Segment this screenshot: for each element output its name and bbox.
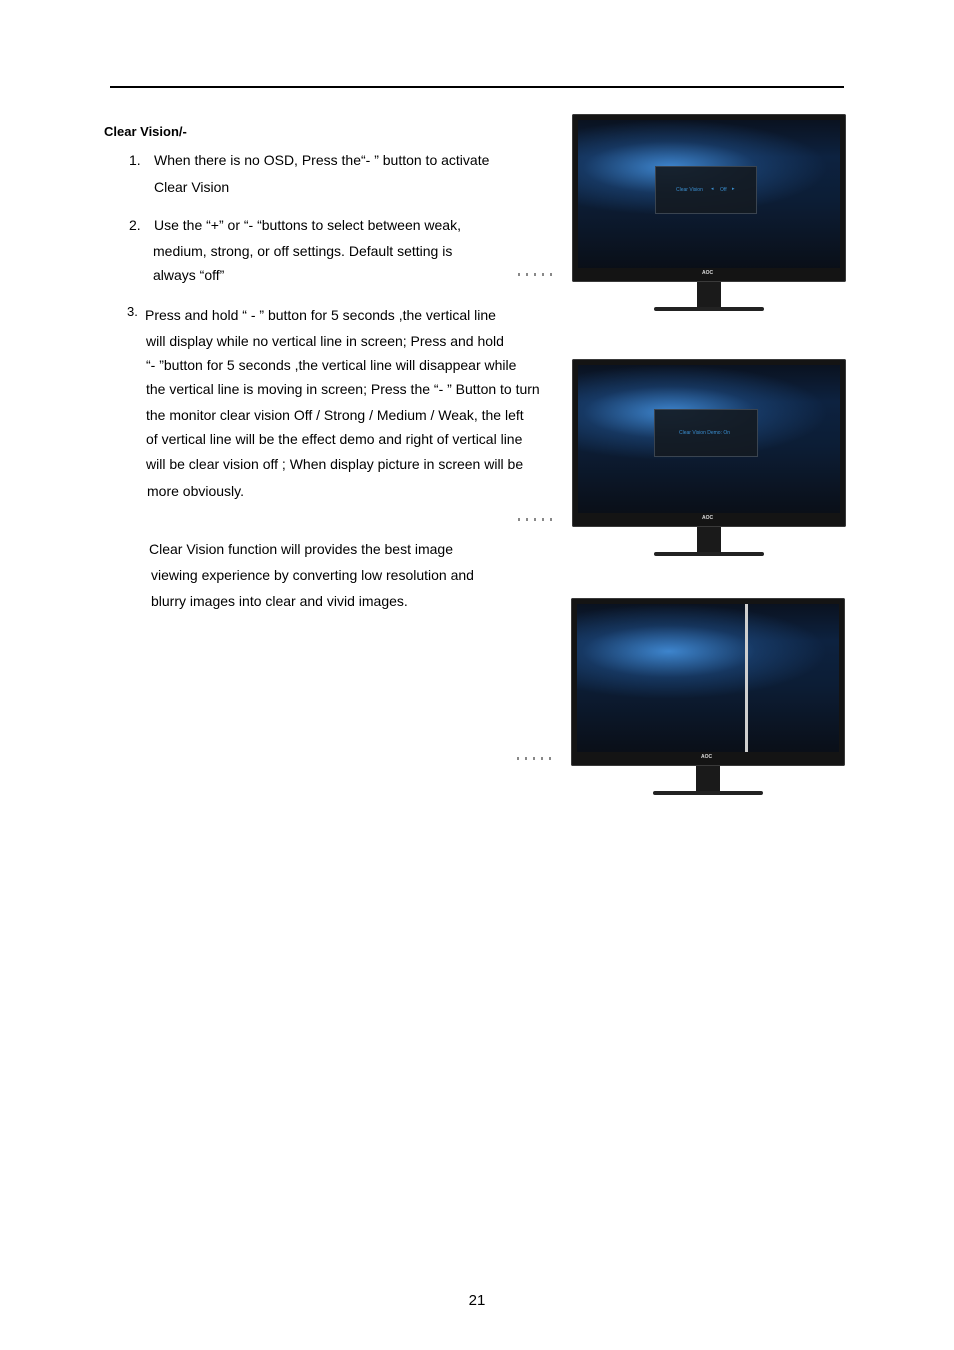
item-3-line-6: of vertical line will be the effect demo and right of vertical line (146, 431, 523, 447)
monitor-stand-base (654, 552, 764, 556)
monitor-buttons (518, 518, 558, 521)
item-3-line-8: more obviously. (147, 483, 245, 499)
monitor-screen (578, 365, 840, 513)
item-3-line-4: the vertical line is moving in screen; Press the “- ” Button to turn (146, 381, 540, 397)
osd-demo-label: Clear Vision Demo: On (679, 430, 731, 436)
osd-value: Off (720, 187, 727, 193)
summary-line-3: blurry images into clear and vivid images. (151, 593, 408, 609)
osd-clear-vision-label: Clear Vision (676, 187, 703, 193)
item-3-line-1: Press and hold “ - ” button for 5 seconds ,the vertical line (145, 307, 496, 323)
monitor-stand-neck (697, 527, 721, 553)
summary-line-1: Clear Vision function will provides the best image (149, 541, 454, 557)
aoc-logo: AOC (702, 515, 714, 521)
section-heading: Clear Vision/- (104, 124, 187, 139)
osd-panel (654, 409, 758, 457)
osd-right-arrow-icon: ▸ (732, 186, 735, 192)
osd-panel (655, 166, 757, 214)
item-3-number: 3. (127, 304, 138, 319)
monitor-buttons (517, 757, 557, 760)
item-2-line-3: always “off” (153, 267, 225, 283)
item-3-line-3: “- ”button for 5 seconds ,the vertical line will disappear while (146, 357, 517, 373)
header-rule (110, 86, 844, 88)
item-1-line-2: Clear Vision (154, 179, 230, 195)
monitor-stand-base (654, 307, 764, 311)
monitor-stand-base (653, 791, 763, 795)
monitor-stand-neck (697, 282, 721, 308)
item-3-line-5: the monitor clear vision Off / Strong / Medium / Weak, the left (146, 407, 524, 423)
item-1-number: 1. (129, 152, 141, 168)
item-2-line-1: Use the “+” or “- “buttons to select between weak, (154, 217, 461, 233)
monitor-screen (577, 604, 839, 752)
item-1-line-1: When there is no OSD, Press the“- ” button to activate (154, 152, 490, 168)
monitor-buttons (518, 273, 558, 276)
summary-line-2: viewing experience by converting low resolution and (151, 567, 474, 583)
item-2-number: 2. (129, 217, 141, 233)
item-2-line-2: medium, strong, or off settings. Default setting is (153, 243, 453, 259)
monitor-screen (578, 120, 840, 268)
item-3-line-7: will be clear vision off ; When display picture in screen will be (146, 456, 524, 472)
aoc-logo: AOC (701, 754, 713, 760)
monitor-stand-neck (696, 766, 720, 792)
osd-left-arrow-icon: ◂ (711, 186, 714, 192)
demo-vertical-line (745, 604, 748, 752)
item-3-line-2: will display while no vertical line in screen; Press and hold (146, 333, 504, 349)
aoc-logo: AOC (702, 270, 714, 276)
page-number: 21 (468, 1292, 486, 1309)
